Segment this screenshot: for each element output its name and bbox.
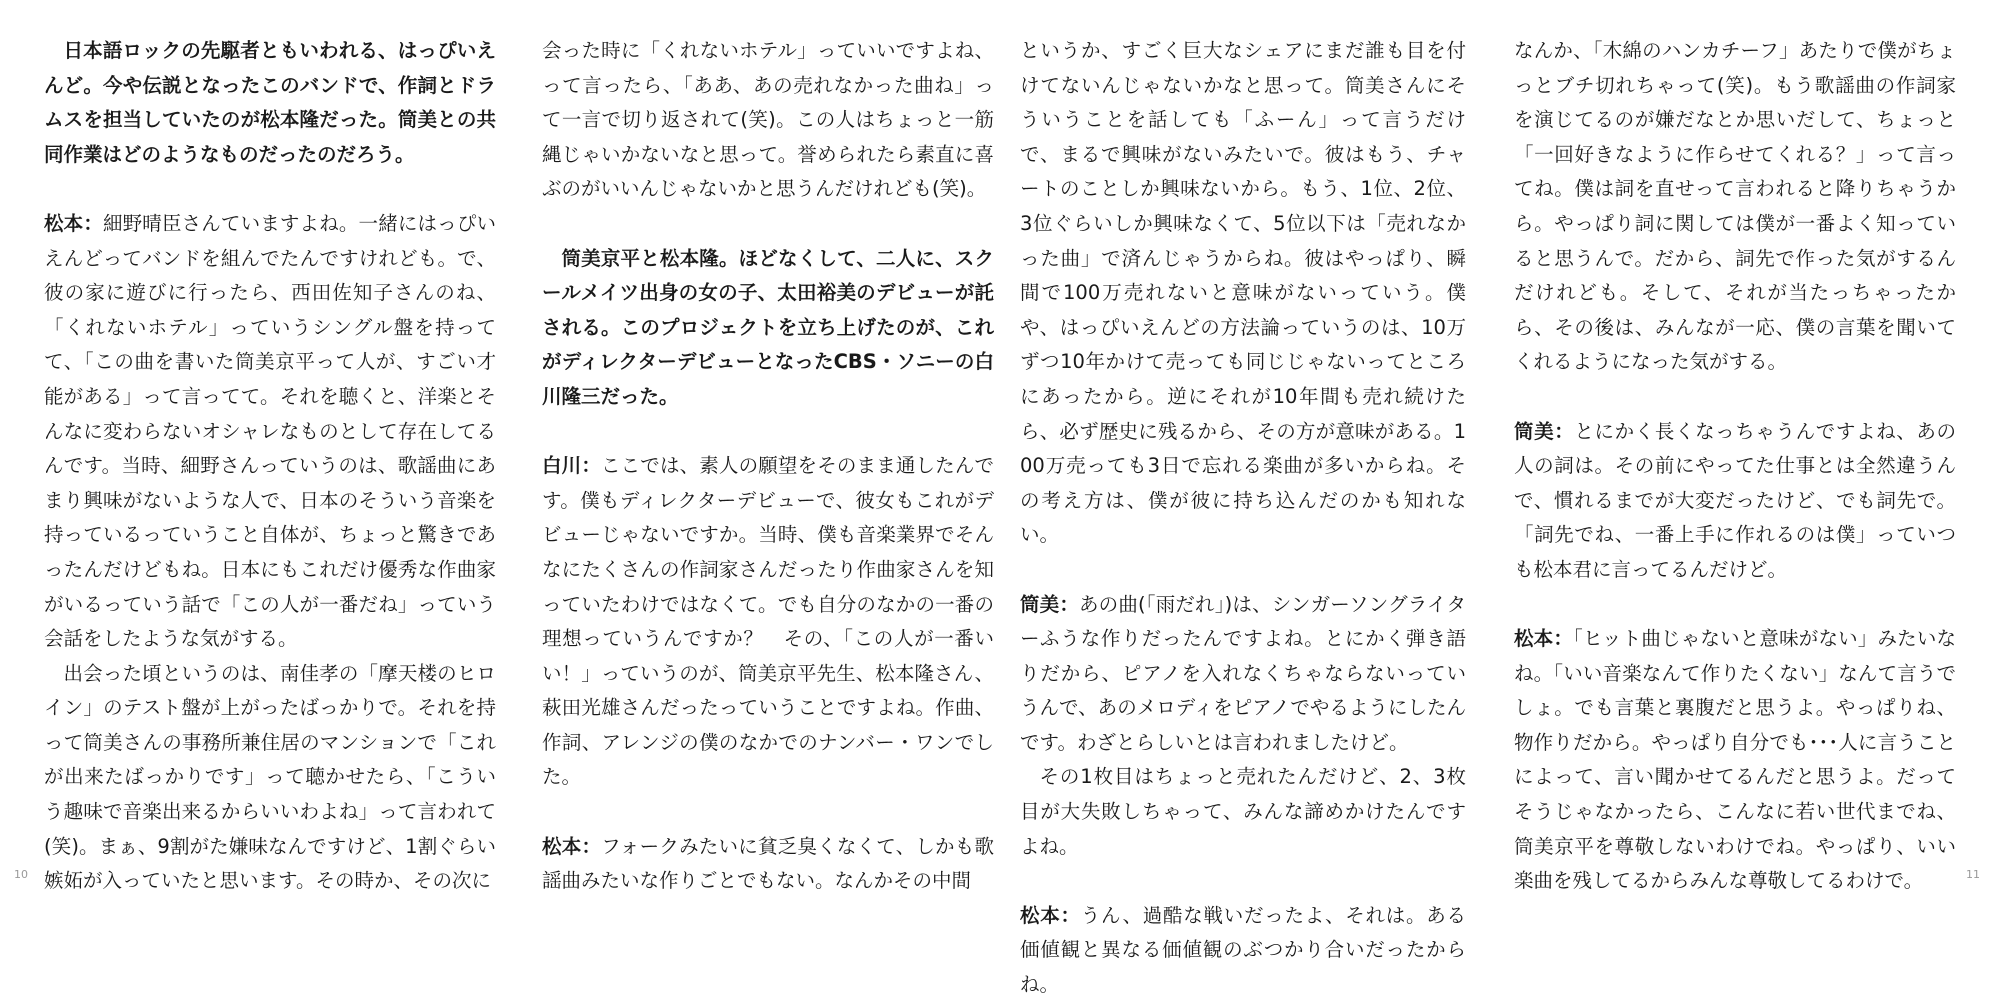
interview-answer [1020,899,1466,1003]
body-paragraph: 会った時に「くれないホテル」っていいですよね、って言ったら、「ああ、あの売れなかった曲ね」って一言で切り返されて(笑)。この人はちょっと一筋縄じゃいかないなと思って。誉められたら素直に喜ぶのがいいんじゃないかと思うんだけれども(笑)。 [542,39,994,201]
body-paragraph: なんか、「木綿のハンカチーフ」あたりで僕がちょっとブチ切れちゃって(笑)。もう歌謡曲の作詞家を演じてるのが嫌だなとか思いだして、ちょっと「一回好きなように作らせてくれる？」って言ってね。僕は詞を直せって言われると降りちゃうから。やっぱり詞に関しては僕が一番よく知っていると思うんで。だから、詞先で作った気がするんだけれども。そして、それが当たっちゃったから、その後は、みんなが一応、僕の言葉を聞いてくれるようになった気がする。 [1514,39,1956,374]
text-column-3 [1020,34,1466,1003]
body-paragraph: 出会った頃というのは、南佳孝の「摩天楼のヒロイン」のテスト盤が上がったばっかりで。それを持って筒美さんの事務所兼住居のマンションで「これが出来たばっかりです」って聴かせたら、「こういう趣味で音楽出来るからいいわよね」って言われて(笑)。まぁ、9割がた嫌味なんですけど、1割ぐらい嫉妬が入っていたと思います。その時か、その次に [44,661,496,893]
body-paragraph: というか、すごく巨大なシェアにまだ誰も目を付けてないんじゃないかなと思って。筒美さんにそういうことを話しても「ふーん」って言うだけで、まるで興味がないみたいで。彼はもう、チャートのことしか興味ないから。もう、1位、2位、3位ぐらいしか興味なくて、5位以下は「売れなかった曲」で済んじゃうからね。彼はやっぱり、瞬間で100万売れないと意味がないっていう。僕や、はっぴいえんどの方法論っていうのは、10万ずつ10年かけて売っても同じじゃないってところにあったから。逆にそれが10年間も売れ続けたら、必ず歴史に残るから、その方が意味がある。100万売っても3日で忘れる楽曲が多いからね。その考え方は、僕が彼に持ち込んだのかも知れない。 [1020,39,1466,547]
answer-text: うん、過酷な戦いだったよ、それは。ある価値観と異なる価値観のぶつかり合いだったからね。 [1020,903,1466,997]
answer-text: とにかく長くなっちゃうんですよね、あの人の詞は。その前にやってた仕事とは全然違うんで、慣れるまでが大変だったけど、でも詞先で。「詞先でね、一番上手に作れるのは僕」っていつも松本君に言ってるんだけど。 [1514,419,1956,581]
speaker-label: 松本： [44,211,103,235]
interview-answer [1514,622,1956,899]
speaker-label: 筒美： [1514,419,1575,443]
text-column-2 [542,34,994,899]
speaker-label: 松本： [1514,627,1574,651]
text-column-4 [1514,34,1956,899]
speaker-label: 白川： [542,454,601,478]
answer-text: 「ヒット曲じゃないと意味がない」みたいなね。「いい音楽なんて作りたくない」なんて言うでしょ。でも言葉と裏腹だと思うよ。やっぱりね、物作りだから。やっぱり自分でも･･･人に言うことによって、言い聞かせてるんだと思うよ。だってそうじゃなかったら、こんなに若い世代までね、筒美京平を尊敬しないわけでね。やっぱり、いい楽曲を残してるからみんな尊敬してるわけで。 [1514,627,1956,893]
answer-text: あの曲(「雨だれ」)は、シンガーソングライターふうな作りだったんですよね。とにかく弾き語りだから、ピアノを入れなくちゃならないっていうんで、あのメロディをピアノでやるようにしたんです。わざとらしいとは言われましたけど。 [1020,592,1466,754]
interview-answer [542,830,994,899]
intro-paragraph: 筒美京平と松本隆。ほどなくして、二人に、スクールメイツ出身の女の子、太田裕美のデビューが託される。このプロジェクトを立ち上げたのが、これがディレクターデビューとなったCBS・ソニーの白川隆三だった。 [542,246,994,408]
answer-text: フォークみたいに貧乏臭くなくて、しかも歌謡曲みたいな作りごとでもない。なんかその中間 [542,834,994,893]
answer-text: 細野晴臣さんていますよね。一緒にはっぴいえんどってバンドを組んでたんですけれども。で、彼の家に遊びに行ったら、西田佐知子さんのね、「くれないホテル」っていうシングル盤を持ってて、「この曲を書いた筒美京平って人が、すごい才能がある」って言ってて。それを聴くと、洋楽とそんなに変わらないオシャレなものとして存在してるんです。当時、細野さんっていうのは、歌謡曲にあまり興味がないような人で、日本のそういう音楽を持っているっていうこと自体が、ちょっと驚きであったんだけどもね。日本にもこれだけ優秀な作曲家がいるっていう話で「この人が一番だね」っていう会話をしたような気がする。 [44,211,496,651]
interview-answer [1020,588,1466,761]
page-number-left: 10 [14,868,28,881]
intro-paragraph: 日本語ロックの先駆者ともいわれる、はっぴいえんど。今や伝説となったこのバンドで、作詞とドラムスを担当していたのが松本隆だった。筒美との共同作業はどのようなものだったのだろう。 [44,39,496,166]
interview-answer [1514,415,1956,588]
interview-answer [542,449,994,795]
body-paragraph: その1枚目はちょっと売れたんだけど、2、3枚目が大失敗しちゃって、みんな諦めかけたんですよね。 [1020,765,1466,858]
speaker-label: 筒美： [1020,592,1080,616]
text-column-1 [44,34,496,899]
speaker-label: 松本： [542,834,602,858]
page-number-right: 11 [1966,868,1980,881]
answer-text: ここでは、素人の願望をそのまま通したんです。僕もディレクターデビューで、彼女もこれがデビューじゃないですか。当時、僕も音楽業界でそんなにたくさんの作詞家さんだったり作曲家さんを知っていたわけではなくて。でも自分のなかの一番の理想っていうんですか？ その、「この人が一番いい！」っていうのが、筒美京平先生、松本隆さん、萩田光雄さんだったっていうことですよね。作曲、作詞、アレンジの僕のなかでのナンバー・ワンでした。 [542,454,994,789]
speaker-label: 松本： [1020,903,1081,927]
interview-answer [44,207,496,657]
